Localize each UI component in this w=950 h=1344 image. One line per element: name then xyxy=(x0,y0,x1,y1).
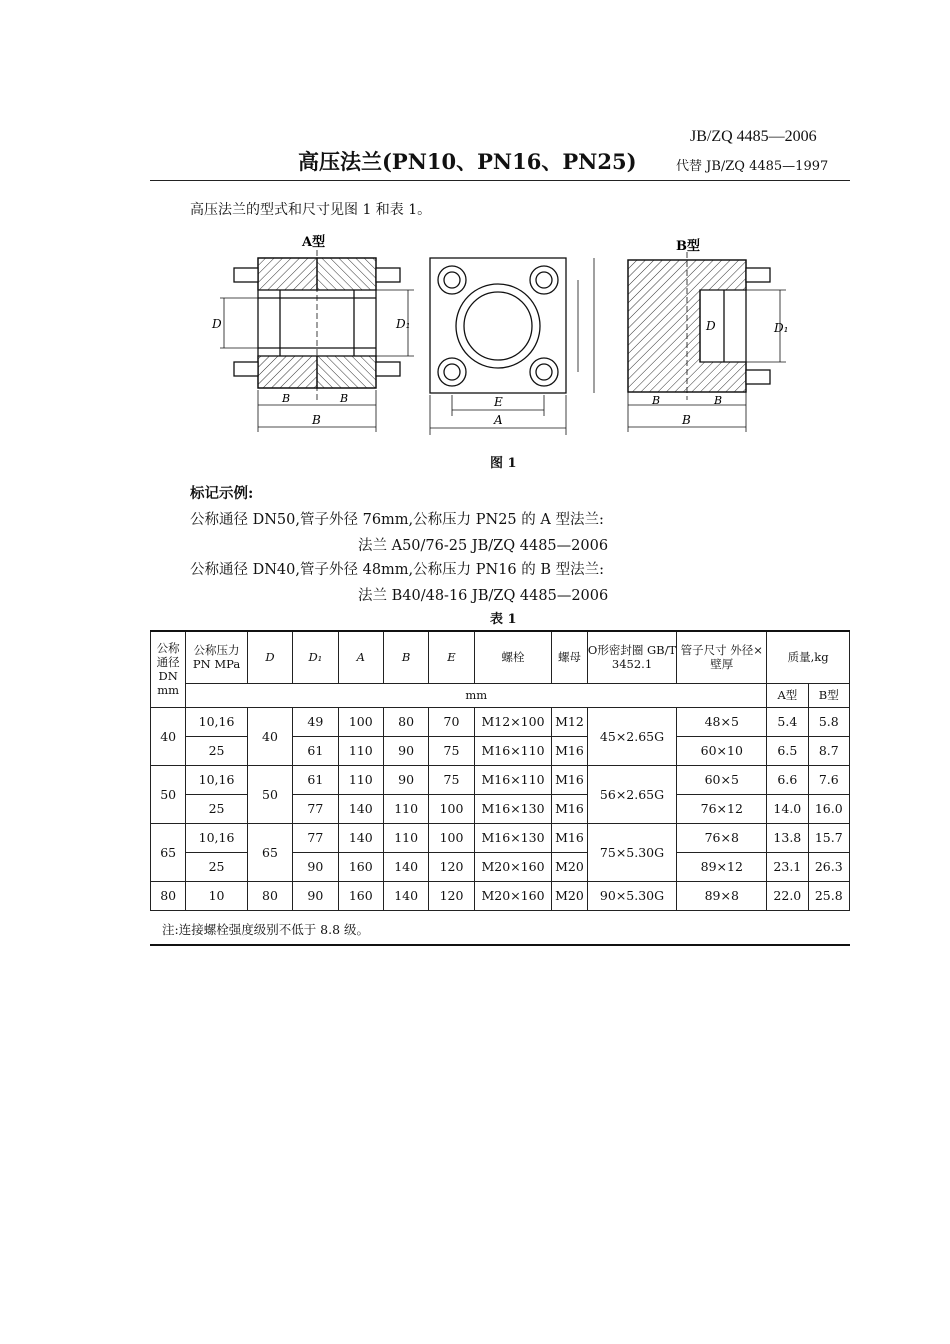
col-nut: 螺母 xyxy=(552,631,587,683)
unit-row: mm xyxy=(186,683,767,707)
cell-dn: 80 xyxy=(151,881,186,910)
col-bolt: 螺栓 xyxy=(474,631,552,683)
marking-example-1-desc: 公称通径 DN50,管子外径 76mm,公称压力 PN25 的 A 型法兰: xyxy=(190,512,604,528)
cell-e: 75 xyxy=(429,736,474,765)
cell-d1: 77 xyxy=(293,794,338,823)
cell-nut: M20 xyxy=(552,881,587,910)
table-bottom-rule xyxy=(150,944,850,946)
cell-b: 140 xyxy=(383,881,428,910)
cell-nut: M16 xyxy=(552,765,587,794)
type-b-label: B型 xyxy=(676,239,700,254)
marking-example-2-desc: 公称通径 DN40,管子外径 48mm,公称压力 PN16 的 B 型法兰: xyxy=(190,562,605,578)
cell-mass-a: 23.1 xyxy=(767,852,808,881)
cell-a: 160 xyxy=(338,881,383,910)
col-pn: 公称压力PN MPa xyxy=(186,631,248,683)
cell-d: 80 xyxy=(247,881,292,910)
cell-bolt: M16×110 xyxy=(474,765,552,794)
cell-pn: 25 xyxy=(186,794,248,823)
dim-b2-b-left: B xyxy=(652,394,661,407)
cell-pipe: 89×12 xyxy=(677,852,767,881)
col-oring: O形密封圈 GB/T 3452.1 xyxy=(587,631,677,683)
header-rule xyxy=(150,180,850,181)
intro-text: 高压法兰的型式和尺寸见图 1 和表 1。 xyxy=(190,202,432,218)
cell-nut: M16 xyxy=(552,794,587,823)
cell-pn: 25 xyxy=(186,736,248,765)
cell-mass-b: 25.8 xyxy=(808,881,849,910)
cell-pn: 10,16 xyxy=(186,707,248,736)
cell-b: 110 xyxy=(383,794,428,823)
spec-table xyxy=(150,630,850,911)
cell-d1: 90 xyxy=(293,881,338,910)
table-row xyxy=(151,765,850,794)
cell-d1: 61 xyxy=(293,765,338,794)
cell-b: 90 xyxy=(383,736,428,765)
col-mass-b: B型 xyxy=(808,683,849,707)
cell-pipe: 76×12 xyxy=(677,794,767,823)
cell-bolt: M12×100 xyxy=(474,707,552,736)
table-row xyxy=(151,707,850,736)
standard-number: JB/ZQ 4485—2006 xyxy=(690,128,817,145)
col-b: B xyxy=(383,631,428,683)
table-row xyxy=(151,823,850,852)
cell-pn: 25 xyxy=(186,852,248,881)
cell-a: 140 xyxy=(338,823,383,852)
cell-d1: 61 xyxy=(293,736,338,765)
dim-d-b: D xyxy=(706,319,716,333)
dim-b-b: B xyxy=(682,413,691,427)
cell-mass-a: 13.8 xyxy=(767,823,808,852)
dim-b-a: B xyxy=(312,413,321,427)
cell-e: 70 xyxy=(429,707,474,736)
cell-a: 140 xyxy=(338,794,383,823)
cell-nut: M16 xyxy=(552,823,587,852)
cell-pipe: 60×10 xyxy=(677,736,767,765)
col-a: A xyxy=(338,631,383,683)
dim-d-a: D xyxy=(212,317,222,331)
cell-a: 100 xyxy=(338,707,383,736)
cell-pn: 10 xyxy=(186,881,248,910)
cell-pipe: 76×8 xyxy=(677,823,767,852)
cell-oring: 75×5.30G xyxy=(587,823,677,881)
cell-b: 90 xyxy=(383,765,428,794)
type-a-label: A型 xyxy=(302,235,326,250)
cell-oring: 45×2.65G xyxy=(587,707,677,765)
cell-bolt: M16×110 xyxy=(474,736,552,765)
type-a-view xyxy=(220,250,414,432)
cell-mass-b: 15.7 xyxy=(808,823,849,852)
table-row xyxy=(151,881,850,910)
table-note: 注:连接螺栓强度级别不低于 8.8 级。 xyxy=(162,922,370,937)
front-view xyxy=(430,258,594,435)
cell-bolt: M16×130 xyxy=(474,823,552,852)
cell-d: 40 xyxy=(247,707,292,765)
marking-example-1-code: 法兰 A50/76-25 JB/ZQ 4485—2006 xyxy=(358,538,609,554)
cell-mass-b: 26.3 xyxy=(808,852,849,881)
cell-dn: 65 xyxy=(151,823,186,881)
cell-d1: 90 xyxy=(293,852,338,881)
dim-b2-b-right: B xyxy=(714,394,723,407)
cell-a: 110 xyxy=(338,736,383,765)
col-e: E xyxy=(429,631,474,683)
cell-dn: 40 xyxy=(151,707,186,765)
cell-mass-a: 6.6 xyxy=(767,765,808,794)
cell-d: 50 xyxy=(247,765,292,823)
cell-d: 65 xyxy=(247,823,292,881)
cell-mass-b: 8.7 xyxy=(808,736,849,765)
dim-a: A xyxy=(494,413,503,427)
dim-d1-a: D₁ xyxy=(396,317,411,331)
dim-b2-a-right: B xyxy=(340,392,349,405)
cell-pn: 10,16 xyxy=(186,823,248,852)
col-d: D xyxy=(247,631,292,683)
cell-mass-b: 5.8 xyxy=(808,707,849,736)
cell-oring: 90×5.30G xyxy=(587,881,677,910)
cell-mass-b: 16.0 xyxy=(808,794,849,823)
col-pipe: 管子尺寸 外径×壁厚 xyxy=(677,631,767,683)
cell-mass-a: 22.0 xyxy=(767,881,808,910)
cell-mass-b: 7.6 xyxy=(808,765,849,794)
replaces-standard: 代替 JB/ZQ 4485—1997 xyxy=(676,159,829,174)
cell-pipe: 60×5 xyxy=(677,765,767,794)
cell-e: 100 xyxy=(429,823,474,852)
cell-d1: 49 xyxy=(293,707,338,736)
marking-heading: 标记示例: xyxy=(190,485,254,502)
flange-drawing xyxy=(200,230,800,445)
cell-b: 80 xyxy=(383,707,428,736)
cell-mass-a: 5.4 xyxy=(767,707,808,736)
cell-a: 160 xyxy=(338,852,383,881)
cell-e: 75 xyxy=(429,765,474,794)
col-mass: 质量,kg xyxy=(767,631,850,683)
dim-e: E xyxy=(494,395,503,409)
cell-bolt: M20×160 xyxy=(474,881,552,910)
cell-oring: 56×2.65G xyxy=(587,765,677,823)
cell-mass-a: 6.5 xyxy=(767,736,808,765)
cell-bolt: M20×160 xyxy=(474,852,552,881)
cell-nut: M16 xyxy=(552,736,587,765)
cell-bolt: M16×130 xyxy=(474,794,552,823)
cell-e: 100 xyxy=(429,794,474,823)
cell-nut: M20 xyxy=(552,852,587,881)
cell-dn: 50 xyxy=(151,765,186,823)
cell-pipe: 89×8 xyxy=(677,881,767,910)
cell-b: 110 xyxy=(383,823,428,852)
marking-example-2-code: 法兰 B40/48-16 JB/ZQ 4485—2006 xyxy=(358,588,609,604)
col-mass-a: A型 xyxy=(767,683,808,707)
table-caption: 表 1 xyxy=(490,612,517,627)
spec-table-body xyxy=(151,707,850,910)
cell-nut: M12 xyxy=(552,707,587,736)
col-dn: 公称通径DN mm xyxy=(151,631,186,707)
cell-d1: 77 xyxy=(293,823,338,852)
cell-pipe: 48×5 xyxy=(677,707,767,736)
dim-d1-b: D₁ xyxy=(774,321,789,335)
dim-b2-a-left: B xyxy=(282,392,291,405)
cell-b: 140 xyxy=(383,852,428,881)
cell-mass-a: 14.0 xyxy=(767,794,808,823)
page-title: 高压法兰(PN10、PN16、PN25) xyxy=(298,149,637,174)
cell-pn: 10,16 xyxy=(186,765,248,794)
cell-e: 120 xyxy=(429,881,474,910)
cell-e: 120 xyxy=(429,852,474,881)
figure-caption: 图 1 xyxy=(490,456,517,471)
col-d1: D₁ xyxy=(293,631,338,683)
cell-a: 110 xyxy=(338,765,383,794)
